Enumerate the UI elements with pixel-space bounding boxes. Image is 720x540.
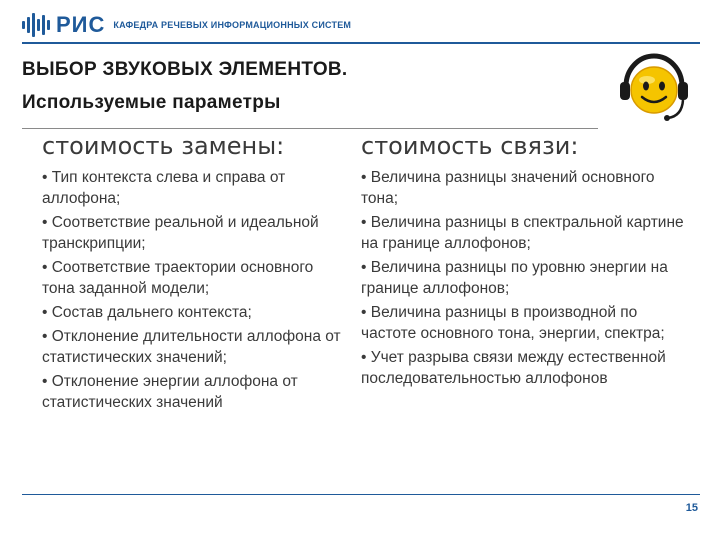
logo [22,10,351,40]
logo-text: РИС [56,12,106,37]
header-divider [22,42,700,44]
page-number: 15 [685,502,698,514]
slide-subtitle: Используемые параметры [22,92,281,113]
list-item: • Соответствие реальной и идеальной транскрипции; [42,214,319,252]
logo-subtitle: КАФЕДРА РЕЧЕВЫХ ИНФОРМАЦИОННЫХ СИСТЕМ [113,20,352,30]
left-column-heading: стоимость замены: [42,132,285,160]
list-item: • Величина разницы в производной по частоте основного тона, энергии, спектра; [361,304,665,342]
section-divider [22,128,598,129]
list-item: • Величина разницы в спектральной картине на границе аллофонов; [361,214,684,252]
right-column-heading: стоимость связи: [361,132,579,160]
list-item: • Отклонение энергии аллофона от статистических значений [42,373,298,411]
list-item: • Величина разницы по уровню энергии на границе аллофонов; [361,259,668,297]
list-item: • Соответствие траектории основного тона заданной модели; [42,259,314,297]
right-column-list [361,167,691,392]
list-item: • Отклонение длительности аллофона от статистических значений; [42,328,341,366]
list-item: • Тип контекста слева и справа от аллофона; [42,169,286,207]
list-item: • Учет разрыва связи между естественной последовательностью аллофонов [361,349,666,387]
slide-title: ВЫБОР ЗВУКОВЫХ ЭЛЕМЕНТОВ. [22,59,348,80]
sound-wave-icon [22,12,50,38]
list-item: • Величина разницы значений основного тона; [361,169,655,207]
list-item: • Состав дальнего контекста; [42,304,252,321]
smiley-headset-icon [614,48,694,128]
left-column-list [42,167,342,416]
footer-divider [22,494,700,495]
